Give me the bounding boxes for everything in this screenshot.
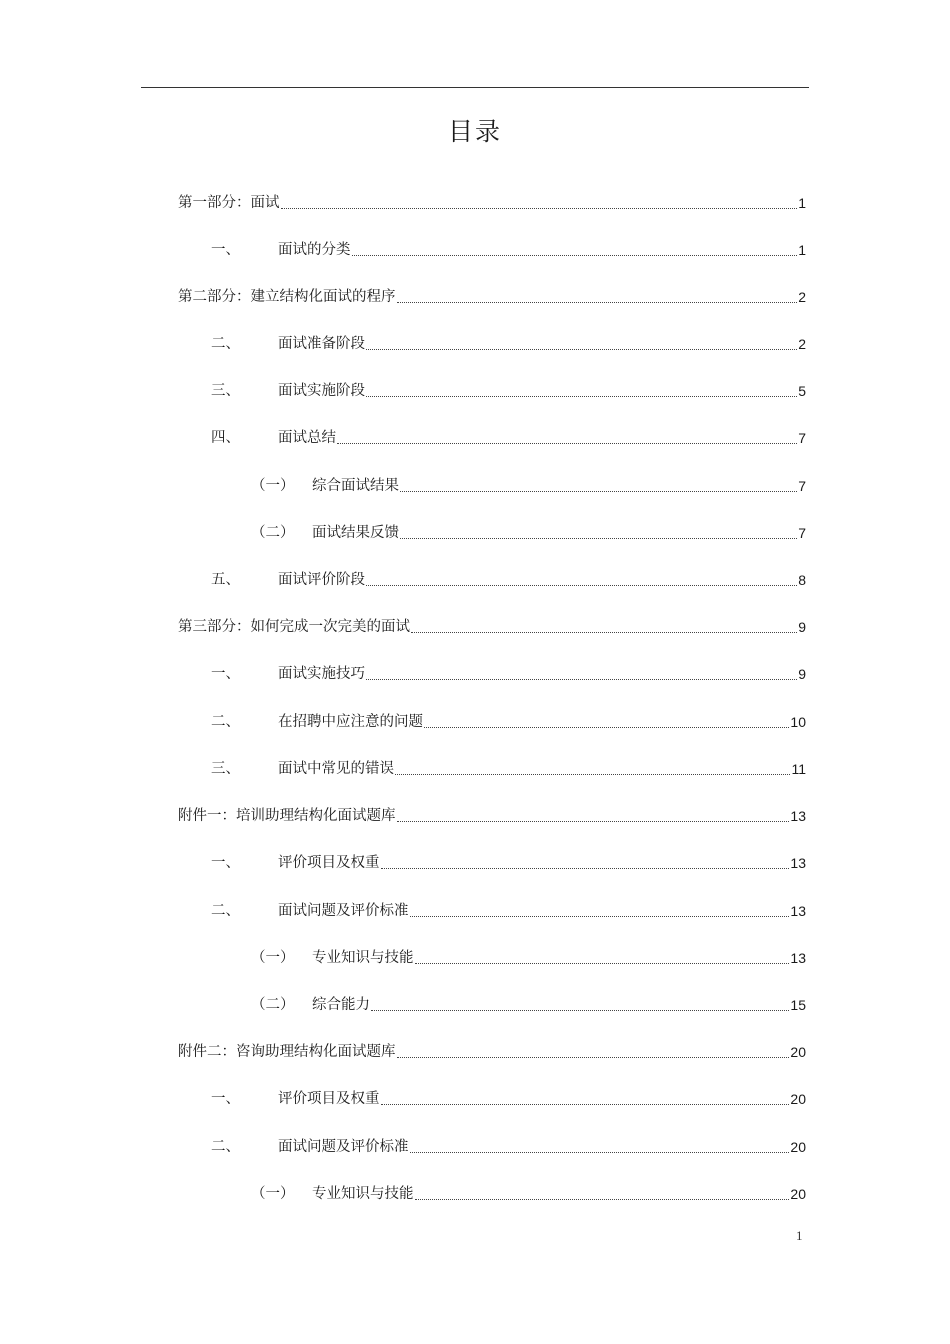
toc-entry-page: 10 (790, 714, 806, 730)
toc-entry-page: 13 (790, 950, 806, 966)
toc-entry-page: 1 (798, 242, 806, 258)
toc-leader (424, 727, 789, 728)
toc-entry-text: 在招聘中应注意的问题 (278, 714, 423, 730)
toc-entry-number: 一、 (211, 1091, 240, 1107)
toc-entry-text: 专业知识与技能 (312, 1186, 414, 1202)
toc-entry[interactable] (251, 518, 806, 544)
toc-entry-page: 9 (798, 619, 806, 635)
toc-entry[interactable] (178, 612, 806, 638)
toc-leader (410, 1152, 790, 1153)
toc-entry-text: 面试实施技巧 (278, 666, 365, 682)
toc-entry-number: 五、 (211, 572, 240, 588)
toc-entry-text: 第一部分：面试 (178, 195, 280, 211)
toc-entry-number: 一、 (211, 666, 240, 682)
toc-entry-number: （一） (251, 478, 295, 494)
toc-entry[interactable] (251, 1179, 806, 1205)
toc-entry-text: 面试问题及评价标准 (278, 903, 409, 919)
toc-entry-page: 2 (798, 336, 806, 352)
toc-entry-text: 面试的分类 (278, 242, 351, 258)
toc-entry-page: 20 (790, 1044, 806, 1060)
toc-leader (400, 538, 797, 539)
toc-entry-number: （一） (251, 950, 295, 966)
toc-entry-page: 13 (790, 903, 806, 919)
toc-leader (410, 916, 790, 917)
toc-entry-page: 1 (798, 195, 806, 211)
toc-entry-text: 第三部分：如何完成一次完美的面试 (178, 619, 410, 635)
toc-entry-text: 附件二：咨询助理结构化面试题库 (178, 1044, 396, 1060)
toc-entry-number: 一、 (211, 242, 240, 258)
toc-entry-page: 8 (798, 572, 806, 588)
toc-title: 目录 (447, 117, 502, 146)
toc-leader (395, 774, 790, 775)
toc-entry-text: 评价项目及权重 (278, 1091, 380, 1107)
toc-leader (352, 255, 798, 256)
toc-entry-number: 二、 (211, 336, 240, 352)
toc-entry[interactable] (178, 282, 806, 308)
toc-leader (397, 1057, 790, 1058)
toc-entry-number: 四、 (211, 430, 240, 446)
toc-entry[interactable] (251, 943, 806, 969)
toc-entry-page: 5 (798, 383, 806, 399)
toc-entry[interactable] (211, 565, 806, 591)
toc-leader (337, 443, 797, 444)
toc-entry-text: 面试结果反馈 (312, 525, 399, 541)
toc-leader (415, 963, 790, 964)
toc-entry-text: 评价项目及权重 (278, 855, 380, 871)
toc-leader (381, 1104, 790, 1105)
toc-entry-text: 面试评价阶段 (278, 572, 365, 588)
toc-entry-number: 二、 (211, 1139, 240, 1155)
toc-leader (281, 208, 798, 209)
toc-entry-text: 综合能力 (312, 997, 370, 1013)
toc-entry-number: 二、 (211, 903, 240, 919)
toc-entry-page: 7 (798, 430, 806, 446)
toc-entry-text: 面试问题及评价标准 (278, 1139, 409, 1155)
toc-entry-text: 专业知识与技能 (312, 950, 414, 966)
toc-leader (411, 632, 797, 633)
page-number: 1 (796, 1228, 803, 1243)
toc-entry-text: 面试总结 (278, 430, 336, 446)
toc-entry[interactable] (211, 329, 806, 355)
toc-entry-number: 三、 (211, 383, 240, 399)
toc-entry-page: 13 (790, 855, 806, 871)
toc-entry-number: 三、 (211, 761, 240, 777)
toc-entry[interactable] (211, 1132, 806, 1158)
toc-entry-text: 面试中常见的错误 (278, 761, 394, 777)
toc-entry-page: 20 (790, 1139, 806, 1155)
toc-entry-page: 9 (798, 666, 806, 682)
toc-entry-text: 面试实施阶段 (278, 383, 365, 399)
toc-entry-page: 7 (798, 525, 806, 541)
toc-entry-page: 20 (790, 1186, 806, 1202)
toc-entry-text: 第二部分：建立结构化面试的程序 (178, 289, 396, 305)
toc-leader (366, 679, 797, 680)
toc-leader (400, 491, 797, 492)
toc-entry-text: 综合面试结果 (312, 478, 399, 494)
toc-entry-number: （一） (251, 1186, 295, 1202)
toc-entry[interactable] (251, 990, 806, 1016)
toc-entry[interactable] (178, 1037, 806, 1063)
toc-entry-text: 附件一：培训助理结构化面试题库 (178, 808, 396, 824)
toc-entry[interactable] (178, 188, 806, 214)
toc-entry-number: （二） (251, 997, 295, 1013)
toc-entry-page: 2 (798, 289, 806, 305)
toc-entry[interactable] (211, 235, 806, 261)
toc-entry-page: 20 (790, 1091, 806, 1107)
toc-leader (366, 396, 797, 397)
toc-entry-number: 一、 (211, 855, 240, 871)
toc-entry-number: （二） (251, 525, 295, 541)
toc-leader (366, 585, 797, 586)
toc-leader (381, 868, 790, 869)
toc-leader (366, 349, 797, 350)
toc-entry[interactable] (211, 1084, 806, 1110)
toc-entry[interactable] (211, 896, 806, 922)
toc-leader (371, 1010, 789, 1011)
toc-entry[interactable] (211, 754, 806, 780)
toc-entry-page: 13 (790, 808, 806, 824)
toc-entry[interactable] (211, 707, 806, 733)
toc-entry-page: 11 (791, 761, 806, 777)
toc-leader (397, 821, 790, 822)
toc-entry[interactable] (211, 423, 806, 449)
toc-entry-page: 7 (798, 478, 806, 494)
toc-entry[interactable] (211, 848, 806, 874)
toc-entry-page: 15 (790, 997, 806, 1013)
toc-leader (415, 1199, 790, 1200)
toc-entry[interactable] (211, 376, 806, 402)
toc-entry[interactable] (251, 471, 806, 497)
toc-entry-text: 面试准备阶段 (278, 336, 365, 352)
toc-leader (397, 302, 798, 303)
toc-entry-number: 二、 (211, 714, 240, 730)
toc-entry[interactable] (178, 801, 806, 827)
toc-entry[interactable] (211, 659, 806, 685)
